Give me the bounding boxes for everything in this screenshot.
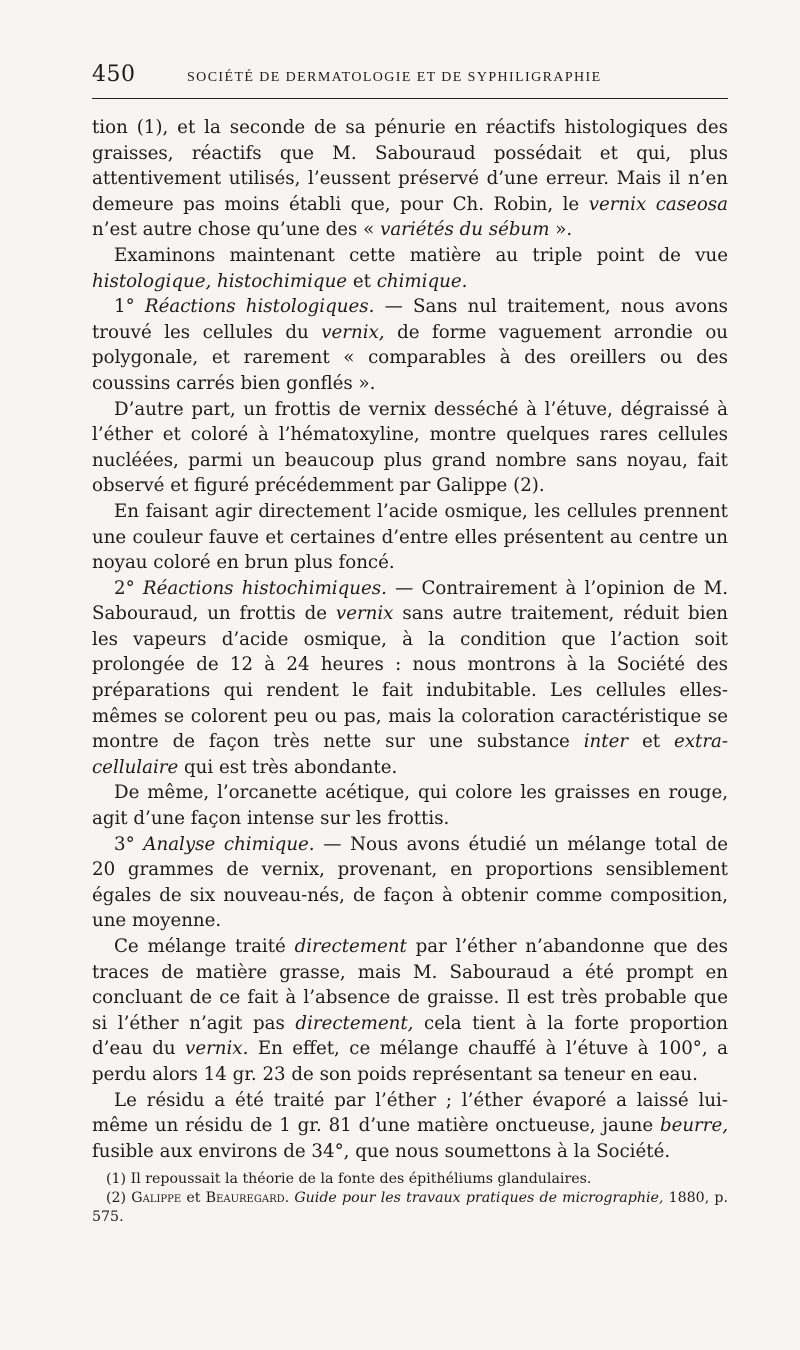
page-number: 450 [92, 62, 136, 87]
footnotes [92, 1170, 728, 1227]
paragraph-3: 1° Réactions histologiques. — Sans nul traitement, nous avons trouvé les cellules du vernix, de forme vaguement arrondie ou polygonale, et rarement « comparables à des oreillers ou des coussins carrés bien gonflés ». [92, 296, 729, 394]
paragraph-8: 3° Analyse chimique. — Nous avons étudié un mélange total de 20 grammes de vernix, provenant, en proportions sensiblement égales de six nouveau-nés, de façon à obtenir comme composition, une moyenne. [92, 833, 728, 932]
paragraph-5: En faisant agir directement l’acide osmique, les cellules prennent une couleur fauve et certaines d’entre elles présentent au centre un noyau coloré en brun plus foncé. [92, 500, 728, 574]
running-head: SOCIÉTÉ DE DERMATOLOGIE ET DE SYPHILIGRAPHIE [187, 70, 602, 85]
paragraph-6: 2° Réactions histochimiques. — Contrairement à l’opinion de M. Sabouraud, un frottis de vernix sans autre traitement, réduit bien les vapeurs d’acide osmique, à la condition que l’action soit prolongée de 12 à 24 heures : nous montrons à la Société des préparations qui rendent le fait indubitable. Les cellules elles-mêmes se colorent peu ou pas, mais la coloration caractéristique se montre de façon très nette sur une substance inter et extra-cellulaire qui est très abondante. [92, 577, 728, 778]
book-page [92, 62, 728, 1227]
page-header [92, 62, 728, 99]
paragraph-9: Ce mélange traité directement par l’éther n’abandonne que des traces de matière grasse, mais M. Sabouraud a été prompt en concluant de ce fait à l’absence de graisse. Il est très probable que si l’éther n’agit pas directement, cela tient à la forte proportion d’eau du vernix. En effet, ce mélange chauffé à l’étuve à 100°, a perdu alors 14 gr. 23 de son poids représentant sa teneur en eau. [92, 936, 728, 1085]
paragraph-1: tion (1), et la seconde de sa pénurie en réactifs histologiques des graisses, réactifs que M. Sabouraud possédait et qui, plus attentivement utilisés, l’eussent préservé d’une erreur. Mais il n’en demeure pas moins établi que, pour Ch. Robin, le vernix caseosa n’est autre chose qu’une des « variétés du sébum ». [92, 117, 728, 241]
footnote-2: (2) Galippe et Beauregard. Guide pour les travaux pratiques de micrographie, 1880, p. 575. [92, 1190, 728, 1226]
body-text [92, 115, 728, 1164]
paragraph-10: Le résidu a été traité par l’éther ; l’éther évaporé a laissé lui-même un résidu de 1 gr. 81 d’une matière onctueuse, jaune beurre, fusible aux environs de 34°, que nous soumettons à la Société. [92, 1089, 728, 1162]
paragraph-2: Examinons maintenant cette matière au triple point de vue histologique, histochimique et chimique. [92, 244, 728, 292]
footnote-1: (1) Il repoussait la théorie de la fonte des épithéliums glandulaires. [106, 1171, 592, 1188]
paragraph-7: De même, l’orcanette acétique, qui colore les graisses en rouge, agit d’une façon intense sur les frottis. [92, 782, 728, 830]
paragraph-4: D’autre part, un frottis de vernix desséché à l’étuve, dégraissé à l’éther et coloré à l’hématoxyline, montre quelques rares cellules nucléées, parmi un beaucoup plus grand nombre sans noyau, fait observé et figuré précédemment par Galippe (2). [92, 398, 728, 497]
